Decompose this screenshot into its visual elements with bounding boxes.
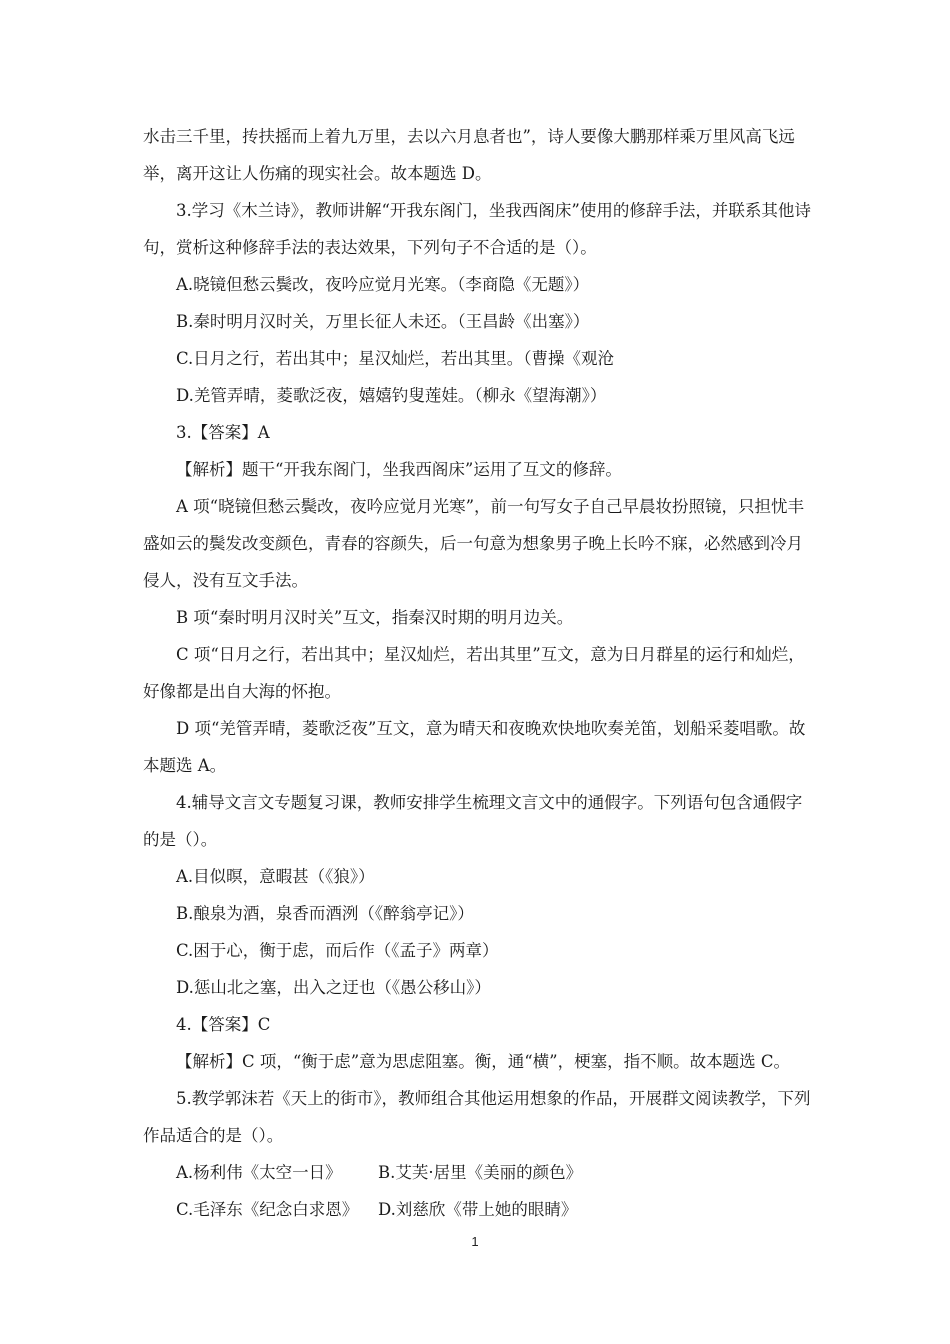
- question-5-option-c: C.毛泽东《纪念白求恩》: [176, 1200, 359, 1219]
- question-4-answer: 4.【答案】C: [176, 1015, 271, 1034]
- question-5-option-d: D.刘慈欣《带上她的眼睛》: [378, 1200, 578, 1219]
- question-5-stem: 5.教学郭沫若《天上的街市》，教师组合其他运用想象的作品，开展群文阅读教学，下列作品适合的是（）。: [143, 1089, 811, 1145]
- page-number: 1: [471, 1234, 479, 1249]
- question-4-option-a: A.目似暝，意暇甚（《狼》）: [176, 867, 375, 886]
- question-3-analysis: 【解析】题干“开我东阁门，坐我西阁床”运用了互文的修辞。: [176, 460, 622, 479]
- paragraph-continued-answer: 水击三千里，抟扶摇而上着九万里，去以六月息者也”，诗人要像大鹏那样乘万里风高飞远举，离开这让人伤痛的现实社会。故本题选 D。: [143, 127, 795, 183]
- question-3-analysis-b: B 项“秦时明月汉时关”互文，指秦汉时期的明月边关。: [176, 608, 574, 627]
- question-3-analysis-d: D 项“羌管弄晴，菱歌泛夜”互文，意为晴天和夜晚欢快地吹奏羌笛，划船采菱唱歌。故本题选 A。: [143, 719, 806, 775]
- question-5-options-row-1: [143, 1154, 811, 1191]
- question-3-option-b: B.秦时明月汉时关，万里长征人未还。（王昌龄《出塞》）: [176, 312, 590, 331]
- question-4-stem: 4.辅导文言文专题复习课，教师安排学生梳理文言文中的通假字。下列语句包含通假字的是（）。: [143, 793, 803, 849]
- question-4-option-b: B.酿泉为酒，泉香而酒洌（《醉翁亭记》）: [176, 904, 474, 923]
- question-5-options-row-2: [143, 1191, 811, 1228]
- question-5-option-b: B.艾芙·居里《美丽的颜色》: [378, 1163, 583, 1182]
- question-3-analysis-c: C 项“日月之行，若出其中；星汉灿烂，若出其里”互文，意为日月群星的运行和灿烂，好像都是出自大海的怀抱。: [143, 645, 805, 701]
- question-4-option-d: D.惩山北之塞，出入之迂也（《愚公移山》）: [176, 978, 491, 997]
- question-3-stem: 3.学习《木兰诗》，教师讲解“开我东阁门，坐我西阁床”使用的修辞手法，并联系其他诗句，赏析这种修辞手法的表达效果，下列句子不合适的是（）。: [143, 201, 811, 257]
- question-3-analysis-a: A 项“晓镜但愁云鬓改，夜吟应觉月光寒”，前一句写女子自己早晨妆扮照镜，只担忧丰盛如云的鬓发改变颜色，青春的容颜失，后一句意为想象男子晚上长吟不寐，必然感到冷月侵人，没有互文手法。: [143, 497, 805, 590]
- question-3-option-c: C.日月之行，若出其中；星汉灿烂，若出其里。（曹操《观沧: [176, 349, 615, 368]
- question-3-option-d: D.羌管弄晴，菱歌泛夜，嬉嬉钓叟莲娃。（柳永《望海潮》）: [176, 386, 607, 405]
- question-5-option-a: A.杨利伟《太空一日》: [176, 1163, 342, 1182]
- document-body: [143, 118, 811, 1228]
- question-4-analysis: 【解析】C 项，“衡于虑”意为思虑阻塞。衡，通“横”，梗塞，指不顺。故本题选 C。: [176, 1052, 790, 1071]
- question-3-option-a: A.晓镜但愁云鬓改，夜吟应觉月光寒。（李商隐《无题》）: [176, 275, 590, 294]
- question-4-option-c: C.困于心，衡于虑，而后作（《孟子》两章）: [176, 941, 499, 960]
- question-3-answer: 3.【答案】A: [176, 423, 270, 442]
